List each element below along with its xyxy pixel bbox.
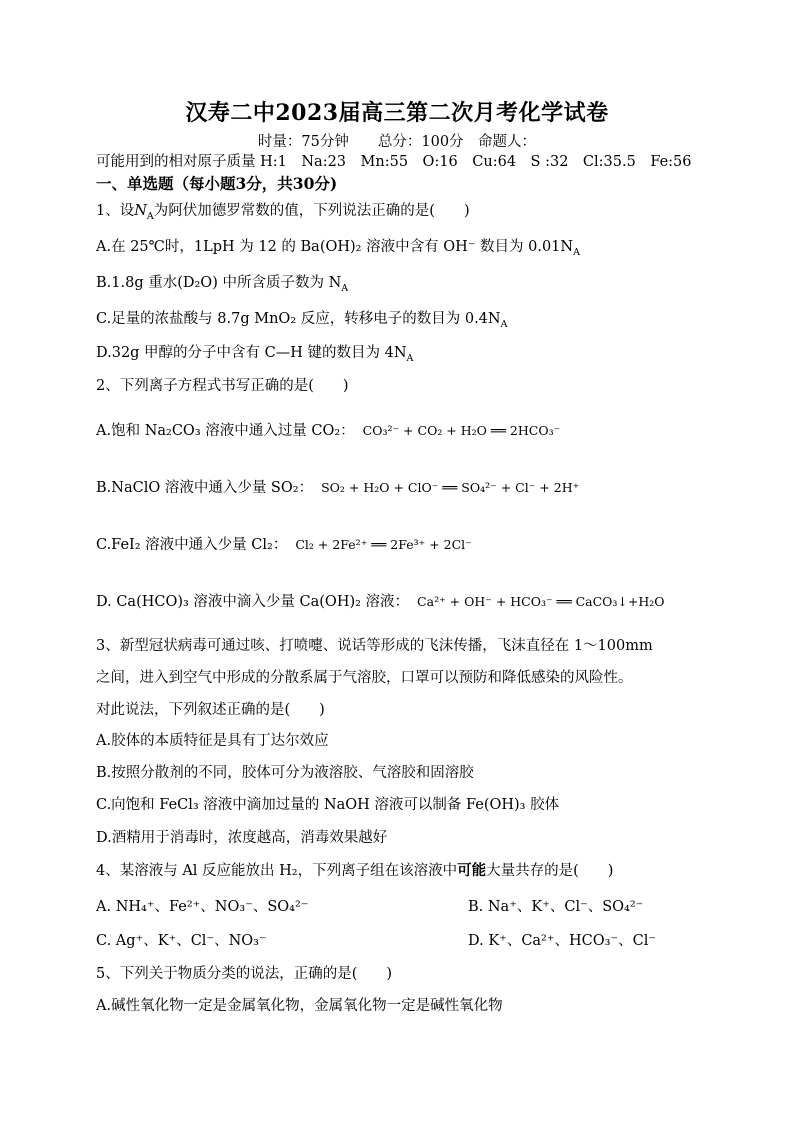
q3-option-c: C.向饱和 FeCl₃ 溶液中滴加过量的 NaOH 溶液可以制备 Fe(OH)₃ 胶体 bbox=[96, 797, 560, 813]
q5-option-a: A.碱性氧化物一定是金属氧化物，金属氧化物一定是碱性氧化物 bbox=[96, 998, 503, 1014]
q1-option-b-sub: A bbox=[341, 282, 349, 294]
q2-option-d bbox=[96, 592, 665, 612]
q3-option-b: B.按照分散剂的不同，胶体可分为液溶胶、气溶胶和固溶胶 bbox=[96, 765, 474, 781]
q4-option-c: C. Ag⁺、K⁺、Cl⁻、NO₃⁻ bbox=[96, 933, 267, 949]
q2-option-c bbox=[96, 535, 472, 555]
q1-option-d bbox=[96, 343, 413, 363]
atomic-masses: 可能用到的相对原子质量 H:1 Na:23 Mn:55 O:16 Cu:64 S :32 Cl:35.5 Fe:56 bbox=[96, 154, 692, 170]
q3-option-a: A.胶体的本质特征是具有丁达尔效应 bbox=[96, 733, 329, 749]
q1-stem-na: N bbox=[134, 203, 147, 219]
q1-stem-post: 为阿伏加德罗常数的值，下列说法正确的是( ) bbox=[153, 203, 470, 219]
q4-options-row1 bbox=[96, 897, 696, 917]
q2-option-c-text: C.FeI₂ 溶液中通入少量 Cl₂： bbox=[96, 537, 288, 553]
exam-meta: 时量：75分钟 总分：100分 命题人： bbox=[257, 134, 537, 150]
q1-option-a-text: A.在 25℃时，1LpH 为 12 的 Ba(OH)₂ 溶液中含有 OH⁻ 数目为 0.01N bbox=[96, 239, 574, 255]
q2-option-a-text: A.饱和 Na₂CO₃ 溶液中通入过量 CO₂： bbox=[96, 423, 355, 439]
q2-option-d-text: D. Ca(HCO)₃ 溶液中滴入少量 Ca(OH)₂ 溶液： bbox=[96, 594, 410, 610]
q5-stem: 5、下列关于物质分类的说法，正确的是( ) bbox=[96, 966, 393, 982]
q4-option-b: B. Na⁺、K⁺、Cl⁻、SO₄²⁻ bbox=[468, 899, 644, 915]
q2-stem: 2、下列离子方程式书写正确的是( ) bbox=[96, 378, 349, 394]
q4-option-d: D. K⁺、Ca²⁺、HCO₃⁻、Cl⁻ bbox=[468, 933, 656, 949]
q4-stem-pre: 4、某溶液与 Al 反应能放出 H₂，下列离子组在该溶液中 bbox=[96, 863, 458, 879]
q1-option-c-text: C.足量的浓盐酸与 8.7g MnO₂ 反应，转移电子的数目为 0.4N bbox=[96, 311, 501, 327]
q4-stem-post: 大量共存的是( ) bbox=[486, 863, 614, 879]
q4-options-row2 bbox=[96, 931, 696, 951]
q2-option-b-text: B.NaClO 溶液中通入少量 SO₂： bbox=[96, 480, 314, 496]
q1-option-d-text: D.32g 甲醇的分子中含有 C—H 键的数目为 4N bbox=[96, 345, 407, 361]
q3-stem-line2: 之间，进入到空气中形成的分散系属于气溶胶，口罩可以预防和降低感染的风险性。 bbox=[96, 670, 633, 686]
q1-option-a-sub: A bbox=[573, 246, 580, 258]
q1-option-c bbox=[96, 309, 507, 329]
q1-stem bbox=[96, 201, 470, 221]
q3-option-d: D.酒精用于消毒时，浓度越高，消毒效果越好 bbox=[96, 830, 388, 846]
exam-title: 汉寿二中2023届高三第二次月考化学试卷 bbox=[185, 100, 609, 126]
q1-option-d-sub: A bbox=[406, 352, 414, 364]
q1-option-a bbox=[96, 237, 580, 257]
q2-option-b-equation: SO₂ + H₂O + ClO⁻ ══ SO₄²⁻ + Cl⁻ + 2H⁺ bbox=[321, 480, 580, 495]
q4-stem bbox=[96, 861, 613, 881]
q2-option-d-equation: Ca²⁺ + OH⁻ + HCO₃⁻ ══ CaCO₃↓+H₂O bbox=[417, 594, 665, 609]
q1-option-c-sub: A bbox=[500, 318, 508, 330]
q2-option-a-equation: CO₃²⁻ + CO₂ + H₂O ══ 2HCO₃⁻ bbox=[362, 423, 561, 438]
section-heading: 一、单选题（每小题3分，共30分) bbox=[96, 174, 338, 193]
q3-stem-line3: 对此说法，下列叙述正确的是( ) bbox=[96, 702, 325, 718]
q4-stem-bold: 可能 bbox=[457, 862, 487, 879]
q2-option-b bbox=[96, 478, 579, 498]
q1-stem-pre: 1、设 bbox=[96, 203, 135, 219]
q1-option-b bbox=[96, 273, 348, 293]
q2-option-c-equation: Cl₂ + 2Fe²⁺ ══ 2Fe³⁺ + 2Cl⁻ bbox=[295, 537, 472, 552]
q4-option-a: A. NH₄⁺、Fe²⁺、NO₃⁻、SO₄²⁻ bbox=[96, 899, 309, 915]
q1-option-b-text: B.1.8g 重水(D₂O) 中所含质子数为 N bbox=[96, 275, 342, 291]
q2-option-a bbox=[96, 421, 560, 441]
q1-stem-na-sub: A bbox=[146, 210, 154, 222]
q3-stem-line1: 3、新型冠状病毒可通过咳、打喷嚏、说话等形成的飞沫传播，飞沫直径在 1～100mm bbox=[96, 638, 653, 654]
